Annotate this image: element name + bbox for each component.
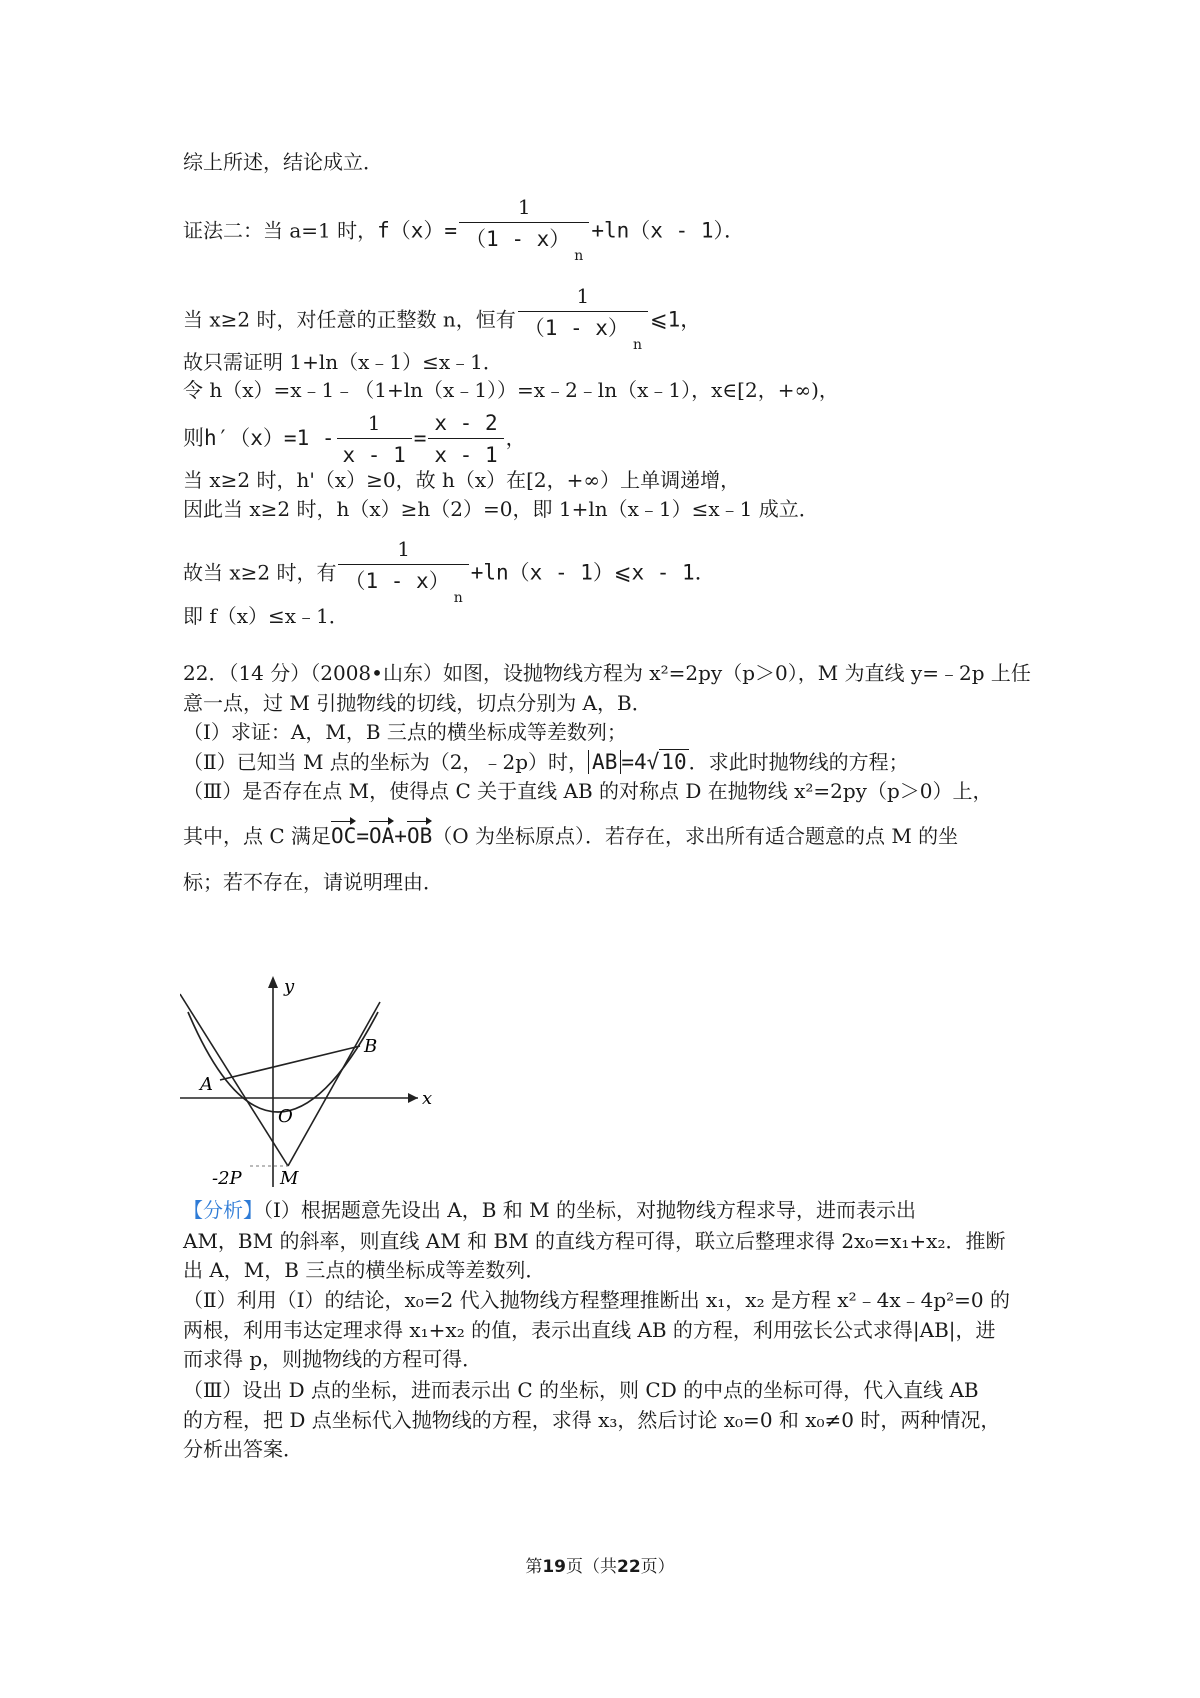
parabola-curve bbox=[188, 1012, 378, 1112]
page-number: 19 bbox=[542, 1557, 566, 1577]
derivative-line bbox=[183, 408, 526, 471]
footer-middle: 页（共 bbox=[566, 1557, 617, 1577]
vector-text: 其中，点 C 满足 bbox=[183, 824, 332, 848]
tangent-line-b bbox=[288, 1002, 380, 1166]
tangent-line-a bbox=[180, 994, 288, 1166]
fraction-numerator: x - 2 bbox=[434, 411, 498, 435]
denominator-text: （1 - x） bbox=[344, 569, 450, 593]
final-line: 即 f（x）≤x﹣1． bbox=[183, 604, 349, 628]
expression-tail: +ln（x - 1）⩽x - 1． bbox=[470, 560, 716, 585]
sqrt-ten: 10 bbox=[661, 750, 687, 774]
fraction-denominator: x - 1 bbox=[428, 438, 503, 471]
label-b: B bbox=[364, 1036, 378, 1057]
analysis-line-4: （Ⅱ）利用（Ⅰ）的结论，x₀=2 代入抛物线方程整理推断出 x₁，x₂ 是方程 x²﹣4x﹣4p²=0 的 bbox=[183, 1288, 1010, 1312]
problem-22-line-2: 意一点，过 M 引抛物线的切线，切点分别为 A，B． bbox=[183, 691, 652, 715]
part-three-question: （Ⅲ）是否存在点 M，使得点 C 关于直线 AB 的对称点 D 在抛物线 x²=2py（p＞0）上， bbox=[183, 779, 993, 803]
part-one-question: （Ⅰ）求证：A，M，B 三点的横坐标成等差数列； bbox=[183, 720, 627, 744]
fraction-denominator: x - 1 bbox=[337, 438, 412, 471]
vector-oa: OA bbox=[368, 824, 395, 848]
analysis-line-1 bbox=[183, 1196, 916, 1224]
fraction-numerator: 1 bbox=[397, 537, 410, 561]
plus-sign: + bbox=[394, 824, 407, 848]
fraction-numerator: 1 bbox=[367, 411, 381, 435]
parabola-figure bbox=[180, 972, 470, 1192]
part-two-tail: ．求此时抛物线的方程； bbox=[688, 750, 909, 774]
fraction-numerator: 1 bbox=[576, 284, 590, 308]
monotonic-line: 当 x≥2 时，h'（x）≥0，故 h（x）在[2，+∞）上单调递增， bbox=[183, 468, 741, 492]
label-neg-2p: -2P bbox=[212, 1168, 242, 1189]
analysis-line-3: 出 A，M，B 三点的横坐标成等差数列． bbox=[183, 1258, 546, 1282]
label-a: A bbox=[200, 1074, 213, 1095]
denominator-text: （1 - x） bbox=[465, 227, 571, 251]
label-y: y bbox=[284, 976, 295, 997]
equals-sign: = bbox=[356, 824, 369, 848]
result-text: 故当 x≥2 时，有 bbox=[183, 560, 337, 585]
fraction-numerator: 1 bbox=[517, 195, 531, 219]
fraction bbox=[338, 534, 468, 614]
therefore-line: 因此当 x≥2 时，h（x）≥h（2）=0，即 1+ln（x﹣1）≤x﹣1 成立． bbox=[183, 497, 819, 521]
analysis-line-8: 的方程，把 D 点坐标代入抛物线的方程，求得 x₃，然后讨论 x₀=0 和 x₀≠0 时，两种情况， bbox=[183, 1408, 1001, 1432]
fraction bbox=[518, 281, 648, 361]
vector-condition-line bbox=[183, 822, 958, 850]
part-two-question: （Ⅱ）已知当 M 点的坐标为（2，﹣2p）时， AB =4√10 ．求此时抛物线的方程； bbox=[183, 750, 909, 774]
problem-22-line-end: 标；若不存在，请说明理由． bbox=[183, 870, 443, 894]
expression-tail: ， bbox=[505, 426, 526, 450]
analysis-line-2: AM，BM 的斜率，则直线 AM 和 BM 的直线方程可得，联立后整理求得 2x₀=x₁+x₂．推断 bbox=[183, 1229, 1006, 1253]
footer-prefix: 第 bbox=[525, 1557, 543, 1577]
fx-label: f（x）= bbox=[377, 218, 458, 243]
problem-22-line-1: 22．（14 分）（2008•山东）如图，设抛物线方程为 x²=2py（p＞0），M 为直线 y=﹣2p 上任 bbox=[183, 661, 1031, 685]
fraction-denominator bbox=[338, 564, 468, 614]
equals-sign: = bbox=[413, 426, 427, 450]
label-o: O bbox=[278, 1106, 293, 1127]
analysis-line-7: （Ⅲ）设出 D 点的坐标，进而表示出 C 的坐标，则 CD 的中点的坐标可得，代入直线 AB bbox=[183, 1378, 979, 1402]
define-h-line: 令 h（x）=x﹣1﹣（1+ln（x﹣1））=x﹣2﹣ln（x﹣1），x∈[2，+∞)， bbox=[183, 378, 839, 402]
analysis-tag: 【分析】 bbox=[183, 1198, 263, 1222]
vector-oc: OC bbox=[331, 824, 357, 848]
analysis-line-6: 而求得 p，则抛物线的方程可得． bbox=[183, 1347, 483, 1371]
fraction bbox=[337, 408, 412, 471]
exponent: n bbox=[632, 337, 642, 353]
x-axis-arrow bbox=[408, 1093, 418, 1103]
conclusion-line: 综上所述，结论成立． bbox=[183, 150, 383, 174]
label-m: M bbox=[280, 1168, 299, 1189]
inequality-text: 当 x≥2 时，对任意的正整数 n，恒有 bbox=[183, 307, 516, 332]
proof-need-line: 故只需证明 1+ln（x﹣1）≤x﹣1． bbox=[183, 350, 503, 374]
part-two-text: （Ⅱ）已知当 M 点的坐标为（2，﹣2p）时， bbox=[183, 750, 589, 774]
analysis-text: （Ⅰ）根据题意先设出 A，B 和 M 的坐标，对抛物线方程求导，进而表示出 bbox=[263, 1198, 916, 1222]
analysis-line-5: 两根，利用韦达定理求得 x₁+x₂ 的值，表示出直线 AB 的方程，利用弦长公式求得|AB|，进 bbox=[183, 1318, 996, 1342]
fraction-denominator bbox=[459, 222, 589, 272]
equals-four: =4 bbox=[621, 750, 647, 774]
analysis-line-9: 分析出答案． bbox=[183, 1437, 303, 1461]
label-x: x bbox=[422, 1088, 433, 1109]
y-axis-arrow bbox=[268, 976, 278, 988]
ab-abs: AB bbox=[588, 750, 621, 774]
proof-two-line bbox=[183, 192, 745, 272]
fraction bbox=[459, 192, 589, 272]
page-footer bbox=[0, 1552, 1200, 1577]
derivative-lhs: 则h′（x）=1 - bbox=[183, 426, 335, 450]
expression-tail: +ln（x - 1）． bbox=[591, 218, 745, 243]
exponent: n bbox=[453, 590, 463, 606]
proof-two-label: 证法二：当 a=1 时， bbox=[183, 218, 378, 243]
vector-tail: （O 为坐标原点）．若存在，求出所有适合题意的点 M 的坐 bbox=[432, 824, 959, 848]
denominator-text: （1 - x） bbox=[523, 316, 629, 340]
footer-suffix: 页） bbox=[640, 1557, 675, 1577]
exponent: n bbox=[574, 248, 584, 264]
fraction bbox=[428, 408, 503, 471]
page-total: 22 bbox=[617, 1557, 641, 1577]
vector-ob: OB bbox=[406, 824, 433, 848]
fraction-denominator bbox=[518, 311, 648, 361]
expression-tail: ⩽1， bbox=[649, 307, 702, 332]
